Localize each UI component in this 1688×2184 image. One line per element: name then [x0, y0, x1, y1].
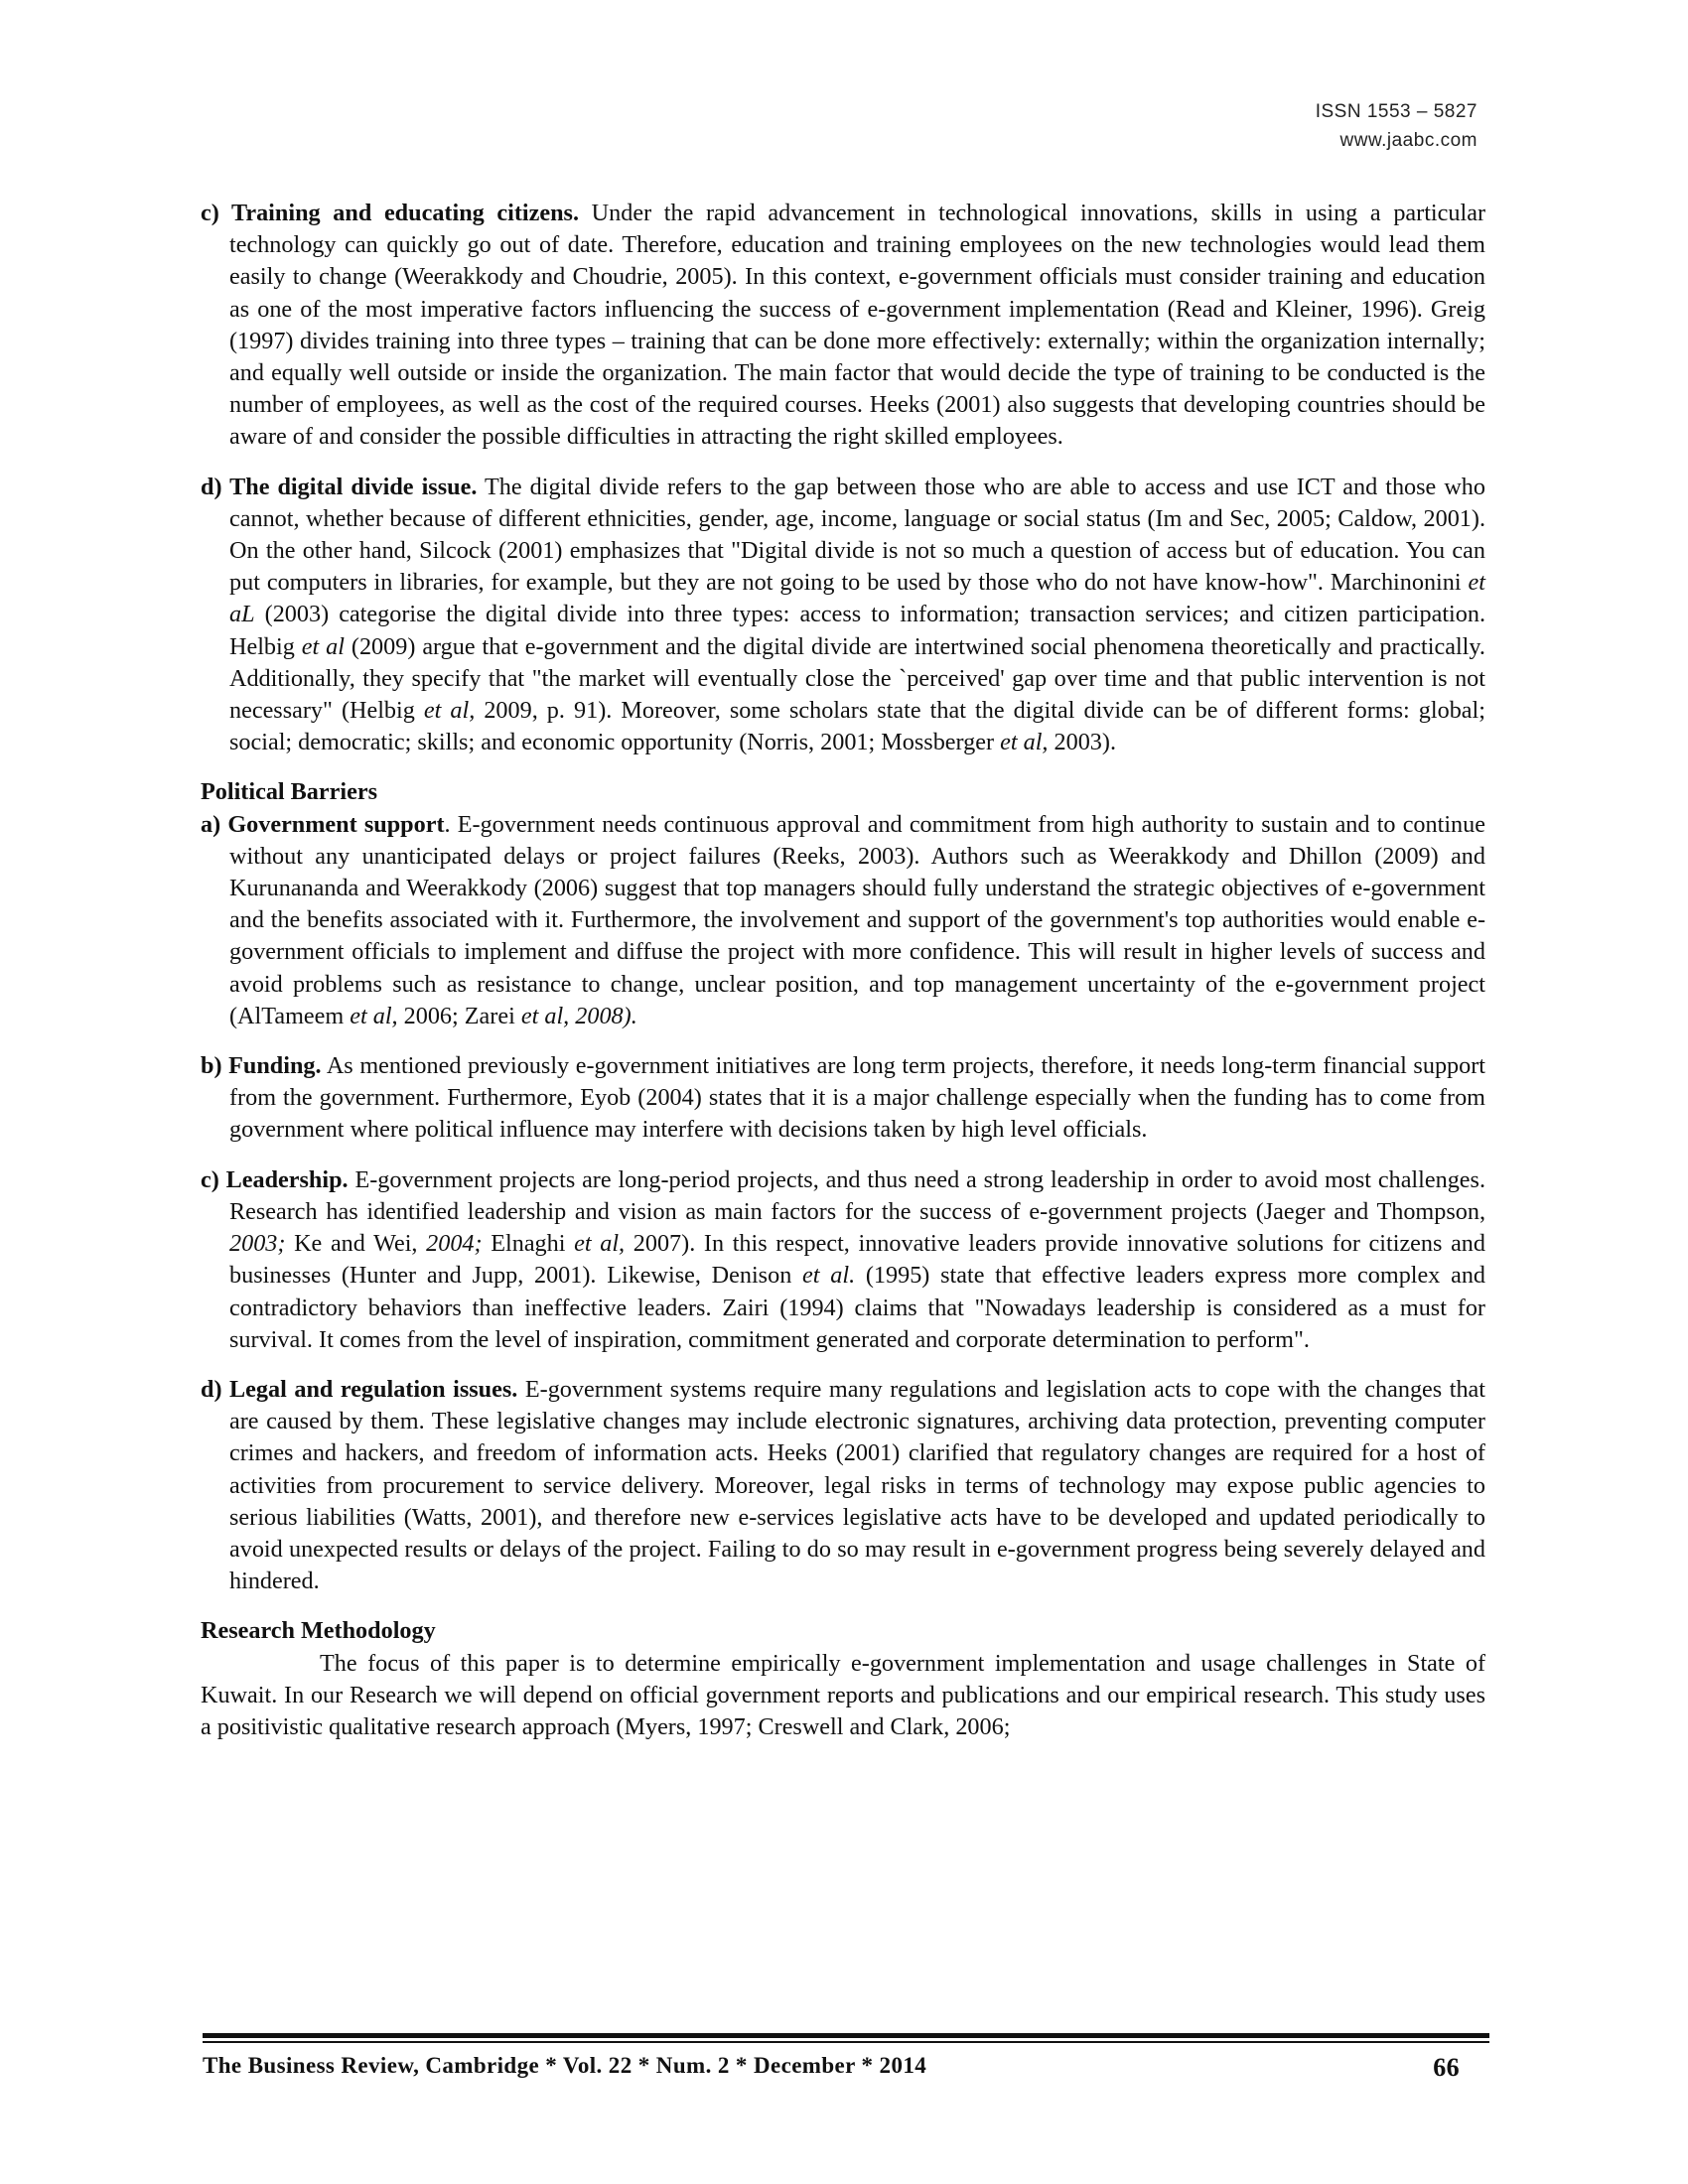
- item-text: Under the rapid advancement in technological innovations, skills in using a particular technology can quickly go out of date. Therefore, education and training employees on the new technologies would lead them easily to change (Weerakkody and Choudrie, 2005). In this context, e-government officials must consider training and education as one of the most imperative factors influencing the success of e-government implementation (Read and Kleiner, 1996). Greig (1997) divides training into three types – training that can be done more effectively: externally; within the organization internally; and equally well outside or inside the organization. The main factor that would decide the type of training to be conducted is the number of employees, as well as the cost of the required courses. Heeks (2001) also suggests that developing countries should be aware of and consider the possible difficulties in attracting the right skilled employees.: [229, 200, 1485, 451]
- item-text: 2009, p. 91). Moreover, some scholars state that the digital divide can be of different forms: global; social; democratic; skills; and economic opportunity (Norris, 2001; Mossberger: [229, 697, 1485, 756]
- citation-italic: et al: [301, 632, 345, 660]
- item-text: As mentioned previously e-government initiatives are long term projects, therefore, it needs long-term financial support from the government. Furthermore, Eyob (2004) states that it is a major challenge especially when the funding has to come from government where political influence may interfere with decisions taken by high level officials.: [229, 1052, 1485, 1144]
- item-label: c) Training and educating citizens.: [201, 200, 580, 226]
- list-item-training: [201, 198, 1485, 454]
- item-text: 2007). In this respect, innovative leaders provide innovative solutions for citizens and businesses (Hunter and Jupp, 2001). Likewise, Denison: [229, 1230, 1485, 1290]
- citation-italic: et al, 2008).: [520, 1002, 637, 1029]
- item-text: E-government systems require many regulations and legislation acts to cope with the changes that are caused by them. These legislative changes may include electronic signatures, archiving data protection, preventing computer crimes and hackers, and freedom of information acts. Heeks (2001) clarified that regulatory changes are required for a host of activities from procurement to service delivery. Moreover, legal risks in terms of technology may expose public agencies to serious liabilities (Watts, 2001), and therefore new e-services legislative acts have to be developed and updated periodically to avoid unexpected results or delays of the project. Failing to do so may result in e-government progress being severely delayed and hindered.: [229, 1375, 1485, 1595]
- list-item-government-support: [201, 809, 1485, 1032]
- list-item-funding: [201, 1050, 1485, 1147]
- section-heading-research-methodology: Research Methodology: [201, 1617, 436, 1645]
- methodology-paragraph: The focus of this paper is to determine empirically e-government implementation and usage challenges in State of Kuwait. In our Research we will depend on official government reports and publications and our empirical research. This study uses a positivistic qualitative research approach (Myers, 1997; Creswell and Clark, 2006;: [201, 1649, 1485, 1740]
- item-text: E-government projects are long-period projects, and thus need a strong leadership in order to avoid most challenges. Research has identified leadership and vision as main factors for the success of e-government projects (Jaeger and Thompson,: [229, 1165, 1485, 1225]
- page-header: [1316, 97, 1477, 155]
- journal-url: www.jaabc.com: [1339, 130, 1477, 151]
- body-text: [201, 198, 1485, 1743]
- citation-italic: 2004;: [426, 1230, 483, 1258]
- citation-italic: et al,: [1000, 729, 1049, 756]
- list-item-leadership: [201, 1164, 1485, 1356]
- item-text: Elnaghi: [482, 1230, 575, 1258]
- citation-italic: 2003;: [229, 1230, 286, 1258]
- item-text: . E-government needs continuous approval and commitment from high authority to sustain and to continue without any unanticipated delays or project failures (Reeks, 2003). Authors such as Weerakkody and Dhillon (2009) and Kurunananda and Weerakkody (2006) suggest that top managers should fully understand the strategic objectives of e-government and the benefits associated with it. Furthermore, the involvement and support of the government's top authorities would enable e-government officials to implement and diffuse the project with more confidence. This will result in higher levels of success and avoid problems such as resistance to change, unclear position, and top management uncertainty of the e-government project (AlTameem: [229, 810, 1485, 1029]
- page-number: 66: [1433, 2053, 1460, 2082]
- citation-italic: et al,: [574, 1230, 626, 1258]
- item-label: b) Funding.: [201, 1052, 322, 1080]
- section-heading-political-barriers: Political Barriers: [201, 778, 377, 806]
- footer-rule: [203, 2033, 1489, 2038]
- item-text: The digital divide refers to the gap between those who are able to access and use ICT and those who cannot, whether because of different ethnicities, gender, age, income, language or social status (Im and Sec, 2005; Caldow, 2001). On the other hand, Silcock (2001) emphasizes that "Digital divide is not so much a question of access but of education. You can put computers in libraries, for example, but they are not going to be used by those who do not have know-how". Marchinonini: [229, 473, 1485, 597]
- item-text: Ke and Wei,: [285, 1230, 427, 1258]
- issn-label: ISSN 1553 – 5827: [1315, 101, 1477, 122]
- item-text: 2003).: [1048, 729, 1116, 756]
- item-label: d) The digital divide issue.: [201, 473, 478, 500]
- citation-italic: et al,: [423, 697, 476, 725]
- citation-italic: et al.: [802, 1262, 856, 1290]
- list-item-legal-regulation: [201, 1374, 1485, 1597]
- list-item-digital-divide: [201, 472, 1485, 759]
- item-text: (2009) argue that e-government and the digital divide are intertwined social phenomena theoretically and practically. Additionally, they specify that "the market will eventually close the `perceived' gap over time and that public intervention is not necessary" (Helbig: [229, 632, 1485, 725]
- item-text: (2003) categorise the digital divide into three types: access to information; transaction services; and citizen participation. Helbig: [229, 601, 1485, 660]
- footer-rule: [203, 2041, 1489, 2043]
- item-text: 2006; Zarei: [397, 1002, 521, 1029]
- footer-journal-citation: The Business Review, Cambridge * Vol. 22 * Num. 2 * December * 2014: [203, 2053, 927, 2078]
- citation-italic: et al,: [350, 1002, 398, 1029]
- item-label: a) Government support: [201, 810, 445, 838]
- citation-italic: et aL: [229, 569, 1485, 628]
- item-label: d) Legal and regulation issues.: [201, 1375, 518, 1403]
- item-label: c) Leadership.: [201, 1165, 349, 1193]
- item-text: (1995) state that effective leaders express more complex and contradictory behaviors than ineffective leaders. Zairi (1994) claims that "Nowadays leadership is considered as a must for survival. It comes from the level of inspiration, commitment generated and corporate determination to perform".: [229, 1262, 1486, 1353]
